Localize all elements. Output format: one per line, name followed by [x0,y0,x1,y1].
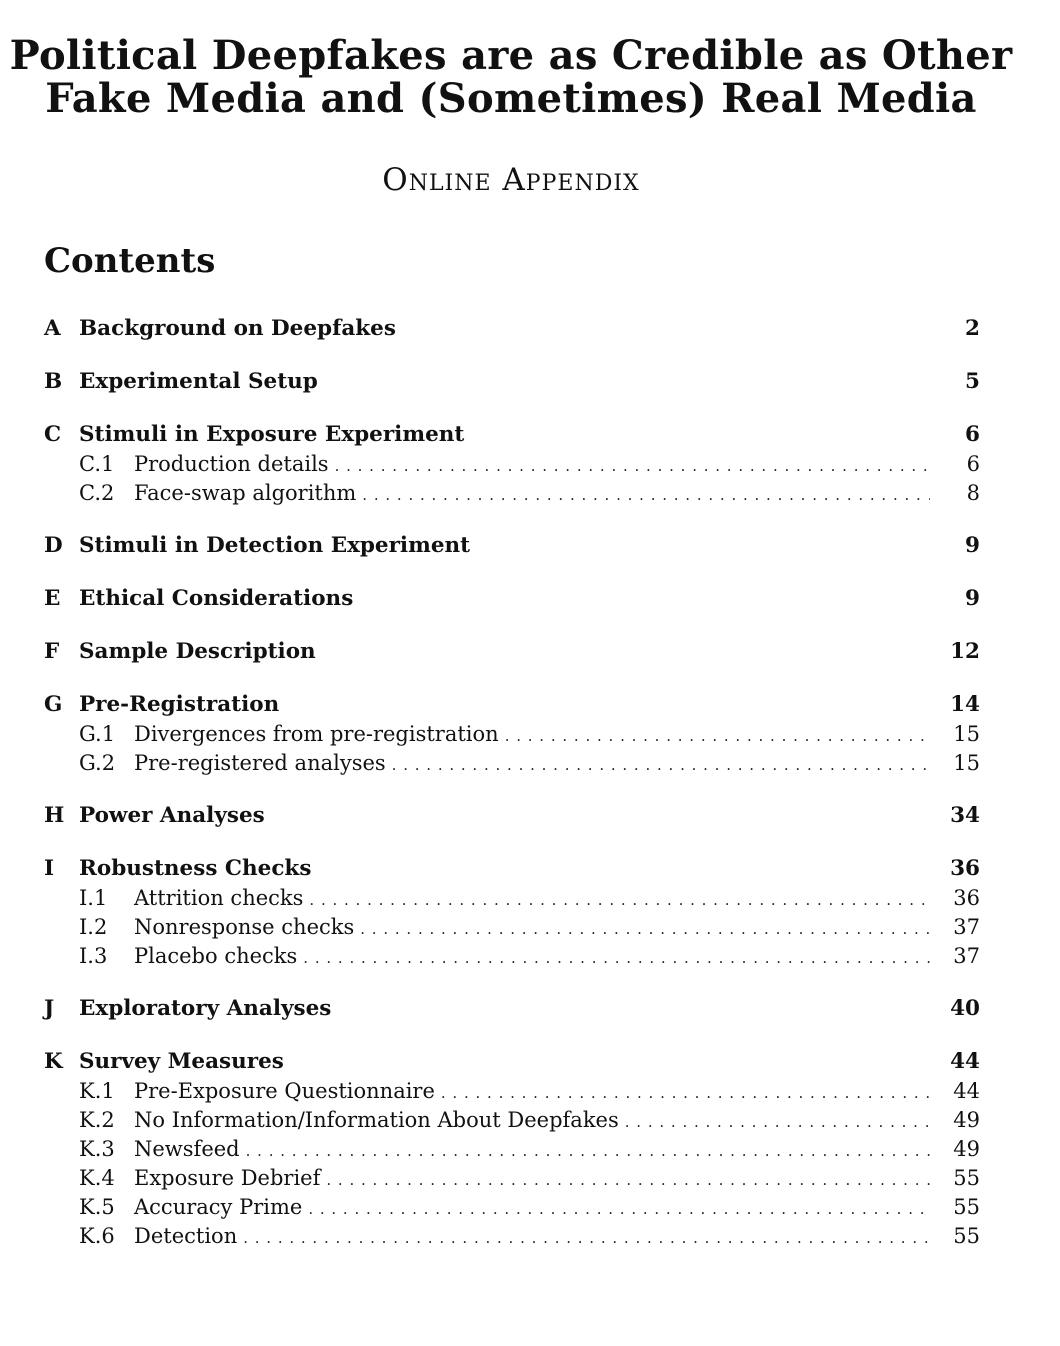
subsection-page-number: 49 [953,1137,980,1161]
subsection-number: K.6 [79,1224,115,1248]
toc-subsection-entry[interactable] [44,1193,980,1222]
subsection-page-number: 36 [953,886,980,910]
section-letter: A [44,316,61,341]
dot-leader [441,1079,930,1108]
toc-subsection-entry[interactable] [44,884,980,913]
section-title: Survey Measures [79,1049,284,1074]
section-title: Stimuli in Detection Experiment [79,533,471,558]
subsection-number: I.3 [79,944,108,968]
subsection-title: Pre-registered analyses [134,751,386,775]
subsection-page-number: 55 [953,1166,980,1190]
subsection-title: Attrition checks [134,886,304,910]
subsection-page-number: 6 [966,452,980,476]
toc-section [44,1047,980,1251]
toc-section-entry[interactable] [44,637,980,667]
section-title: Experimental Setup [79,369,318,394]
dot-leader [362,481,930,510]
section-letter: G [44,692,63,717]
subsection-number: I.1 [79,886,108,910]
dot-leader [505,722,930,751]
toc-subsection-entry[interactable] [44,1164,980,1193]
toc-subsection-entry[interactable] [44,479,980,508]
dot-leader [335,452,930,481]
subsection-page-number: 49 [953,1108,980,1132]
section-letter: B [44,369,63,394]
subsection-page-number: 55 [953,1195,980,1219]
toc-section-entry[interactable] [44,690,980,720]
dot-leader [246,1137,930,1166]
section-page-number: 5 [965,369,980,394]
section-page-number: 44 [950,1049,980,1074]
subsection-number: G.2 [79,751,116,775]
toc-section [44,801,980,831]
subsection-title: Newsfeed [134,1137,240,1161]
section-title: Ethical Considerations [79,586,354,611]
section-page-number: 40 [950,996,980,1021]
section-page-number: 2 [965,316,980,341]
toc-subsection-entry[interactable] [44,913,980,942]
section-letter: H [44,803,65,828]
subsection-number: C.2 [79,481,115,505]
section-title: Pre-Registration [79,692,280,717]
dot-leader [326,1166,930,1195]
toc-section-entry[interactable] [44,584,980,614]
subsection-number: K.4 [79,1166,115,1190]
toc-section [44,690,980,778]
toc-section-entry[interactable] [44,801,980,831]
toc-subsection-entry[interactable] [44,749,980,778]
subsection-page-number: 37 [953,915,980,939]
toc-section-entry[interactable] [44,854,980,884]
dot-leader [309,886,930,915]
subsection-title: Divergences from pre-registration [134,722,499,746]
section-page-number: 12 [950,639,980,664]
subsection-title: Accuracy Prime [134,1195,303,1219]
dot-leader [625,1108,930,1137]
section-title: Power Analyses [79,803,265,828]
toc-subsection-entry[interactable] [44,1222,980,1251]
subsection-title: Nonresponse checks [134,915,355,939]
toc-section-entry[interactable] [44,1047,980,1077]
toc-section-entry[interactable] [44,367,980,397]
subsection-title: Exposure Debrief [134,1166,321,1190]
contents-heading: Contents [44,241,216,281]
section-letter: E [44,586,61,611]
toc-section-entry[interactable] [44,994,980,1024]
toc-section [44,854,980,971]
dot-leader [308,1195,930,1224]
toc-section [44,367,980,397]
toc-subsection-entry[interactable] [44,942,980,971]
subsection-title: Detection [134,1224,238,1248]
toc-subsection-entry[interactable] [44,1077,980,1106]
toc-subsection-entry[interactable] [44,720,980,749]
toc-section-entry[interactable] [44,531,980,561]
section-page-number: 9 [965,586,980,611]
subsection-page-number: 55 [953,1224,980,1248]
section-title: Sample Description [79,639,316,664]
section-letter: I [44,856,55,881]
dot-leader [243,1224,930,1253]
subsection-number: G.1 [79,722,116,746]
toc-section-entry[interactable] [44,420,980,450]
subsection-page-number: 37 [953,944,980,968]
section-page-number: 9 [965,533,980,558]
toc-section [44,994,980,1024]
toc-section [44,584,980,614]
dot-leader [360,915,930,944]
document-title [0,34,1022,120]
subsection-number: K.1 [79,1079,115,1103]
section-letter: J [44,996,55,1021]
toc-section [44,420,980,508]
toc-subsection-entry[interactable] [44,450,980,479]
title-line-1: Political Deepfakes are as Credible as Other [9,32,1013,79]
toc-subsection-entry[interactable] [44,1135,980,1164]
dot-leader [303,944,930,973]
section-title: Robustness Checks [79,856,312,881]
subsection-title: Face-swap algorithm [134,481,357,505]
section-letter: C [44,422,62,447]
subsection-number: C.1 [79,452,115,476]
toc-section [44,637,980,667]
toc-subsection-entry[interactable] [44,1106,980,1135]
section-page-number: 34 [950,803,980,828]
section-page-number: 36 [950,856,980,881]
subsection-number: K.2 [79,1108,115,1132]
section-letter: K [44,1049,63,1074]
toc-section [44,314,980,344]
section-letter: F [44,639,60,664]
section-title: Background on Deepfakes [79,316,396,341]
toc-section-entry[interactable] [44,314,980,344]
subsection-title: Pre-Exposure Questionnaire [134,1079,435,1103]
toc-section [44,531,980,561]
document-subtitle: Online Appendix [382,162,640,198]
section-page-number: 14 [950,692,980,717]
section-title: Exploratory Analyses [79,996,332,1021]
section-page-number: 6 [965,422,980,447]
subsection-title: Production details [134,452,329,476]
subsection-title: No Information/Information About Deepfakes [134,1108,619,1132]
title-line-2: Fake Media and (Sometimes) Real Media [45,75,977,122]
subsection-title: Placebo checks [134,944,298,968]
dot-leader [392,751,930,780]
subsection-page-number: 15 [953,751,980,775]
subsection-page-number: 44 [953,1079,980,1103]
table-of-contents [44,314,980,1251]
subsection-number: K.5 [79,1195,115,1219]
section-letter: D [44,533,63,558]
section-title: Stimuli in Exposure Experiment [79,422,465,447]
subsection-number: K.3 [79,1137,115,1161]
subsection-number: I.2 [79,915,108,939]
subsection-page-number: 15 [953,722,980,746]
subsection-page-number: 8 [966,481,980,505]
